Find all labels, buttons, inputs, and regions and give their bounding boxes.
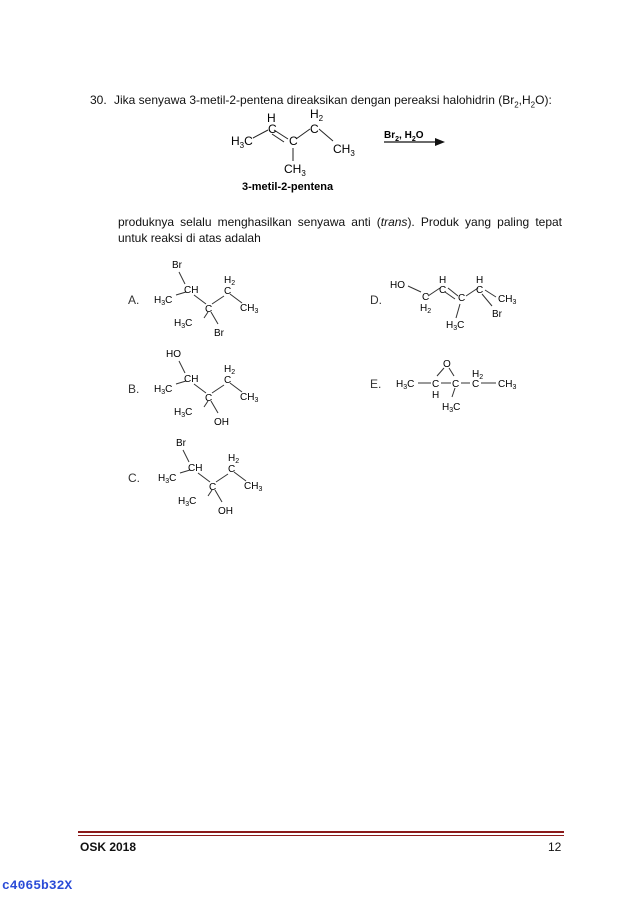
- option-e-label[interactable]: E.: [370, 377, 382, 391]
- svg-text:C: C: [228, 464, 236, 475]
- svg-text:C: C: [432, 379, 440, 390]
- svg-text:Br: Br: [214, 328, 224, 336]
- svg-text:Br: Br: [176, 438, 186, 449]
- svg-text:H: H: [476, 275, 484, 286]
- svg-text:Br: Br: [492, 309, 502, 320]
- question-paragraph: produknya selalu menghasilkan senyawa anti (trans). Produk yang paling tepat untuk reaksi di atas adalah: [118, 215, 563, 245]
- svg-text:OH: OH: [218, 506, 233, 517]
- arrow-head: [435, 138, 445, 146]
- question-line: 30. Jika senyawa 3-metil-2-pentena direaksikan dengan pereaksi halohidrin $(Br_2,H_2O)$:: [90, 93, 552, 110]
- svg-text:OH: OH: [214, 417, 229, 428]
- svg-text:H: H: [432, 390, 440, 401]
- svg-text:C: C: [422, 292, 430, 303]
- atom-c2: C: [289, 134, 298, 148]
- svg-text:CH: CH: [184, 285, 199, 296]
- atom-h2: $H_2$: [310, 108, 324, 123]
- svg-text:CH: CH: [184, 374, 199, 385]
- atom-ch3-branch: $CH_3$: [284, 162, 306, 178]
- svg-text:H2: $H_2$: [472, 369, 484, 381]
- question-number: 30.: [90, 93, 107, 107]
- svg-text:H2: $H_2$: [224, 364, 236, 376]
- reagent-label: $Br_2$, $H_2O$: [384, 130, 424, 143]
- option-d-structure: [388, 270, 528, 335]
- svg-text:C: C: [205, 304, 213, 315]
- svg-text:H3C: $H_3C$: [174, 407, 193, 419]
- page-number: 12: [548, 840, 562, 854]
- svg-text:O: O: [443, 359, 451, 370]
- watermark-text: c4065b32X: [2, 878, 73, 893]
- svg-text:CH: CH: [188, 463, 203, 474]
- atom-ch3: $CH_3$: [333, 142, 355, 158]
- svg-text:C: C: [224, 375, 232, 386]
- footer-rule-thin: [78, 835, 564, 836]
- svg-text:H3C: $H_3C$: [174, 318, 193, 330]
- footer-title: OSK 2018: [80, 840, 137, 854]
- option-b-label[interactable]: B.: [128, 382, 140, 396]
- compound-name: 3-metil-2-pentena: [242, 181, 334, 193]
- svg-text:H2: $H_2$: [224, 275, 236, 287]
- option-b-structure: [148, 345, 278, 430]
- svg-text:C: C: [209, 482, 217, 493]
- svg-text:H3C: $H_3C$: [158, 473, 177, 485]
- svg-text:C: C: [452, 379, 460, 390]
- question-text: Jika senyawa 3-metil-2-pentena direaksikan dengan pereaksi halohidrin (Br: [114, 93, 515, 107]
- svg-text:H: H: [439, 275, 447, 286]
- svg-text:H3C: $H_3C$: [154, 384, 173, 396]
- footer-rule: [78, 831, 564, 833]
- atom-c3: C: [310, 122, 319, 136]
- svg-text:CH3: $CH_3$: [498, 294, 517, 306]
- option-e-structure: [388, 355, 538, 420]
- svg-text:HO: HO: [166, 349, 181, 360]
- option-a-label[interactable]: A.: [128, 293, 140, 307]
- option-c-structure: [152, 434, 282, 519]
- svg-text:H3C: $H_3C$: [446, 320, 465, 332]
- option-c-label[interactable]: C.: [128, 471, 140, 485]
- option-d-label[interactable]: D.: [370, 293, 382, 307]
- svg-text:H3C: $H_3C$: [154, 295, 173, 307]
- svg-text:C: C: [205, 393, 213, 404]
- svg-text:C: C: [472, 379, 480, 390]
- svg-text:H3C: $H_3C$: [442, 402, 461, 414]
- svg-text:CH3: $CH_3$: [240, 303, 259, 315]
- svg-text:H2: $H_2$: [228, 453, 240, 465]
- reaction-scheme: [220, 108, 450, 198]
- svg-text:H2: $H_2$: [420, 303, 432, 315]
- svg-text:CH3: $CH_3$: [498, 379, 517, 391]
- svg-text:C: C: [224, 286, 232, 297]
- svg-text:Br: Br: [172, 260, 182, 271]
- option-a-structure: [148, 256, 278, 336]
- atom-h3c: $H_3C$: [231, 134, 253, 150]
- svg-text:HO: HO: [390, 280, 405, 291]
- atom-c1: C: [268, 122, 277, 136]
- svg-text:CH3: $CH_3$: [244, 481, 263, 493]
- atom-h: H: [267, 111, 276, 125]
- svg-text:CH3: $CH_3$: [240, 392, 259, 404]
- svg-text:H3C: $H_3C$: [178, 496, 197, 508]
- svg-text:C: C: [476, 285, 484, 296]
- svg-text:C: C: [439, 285, 447, 296]
- svg-text:H3C: $H_3C$: [396, 379, 415, 391]
- svg-text:C: C: [458, 293, 466, 304]
